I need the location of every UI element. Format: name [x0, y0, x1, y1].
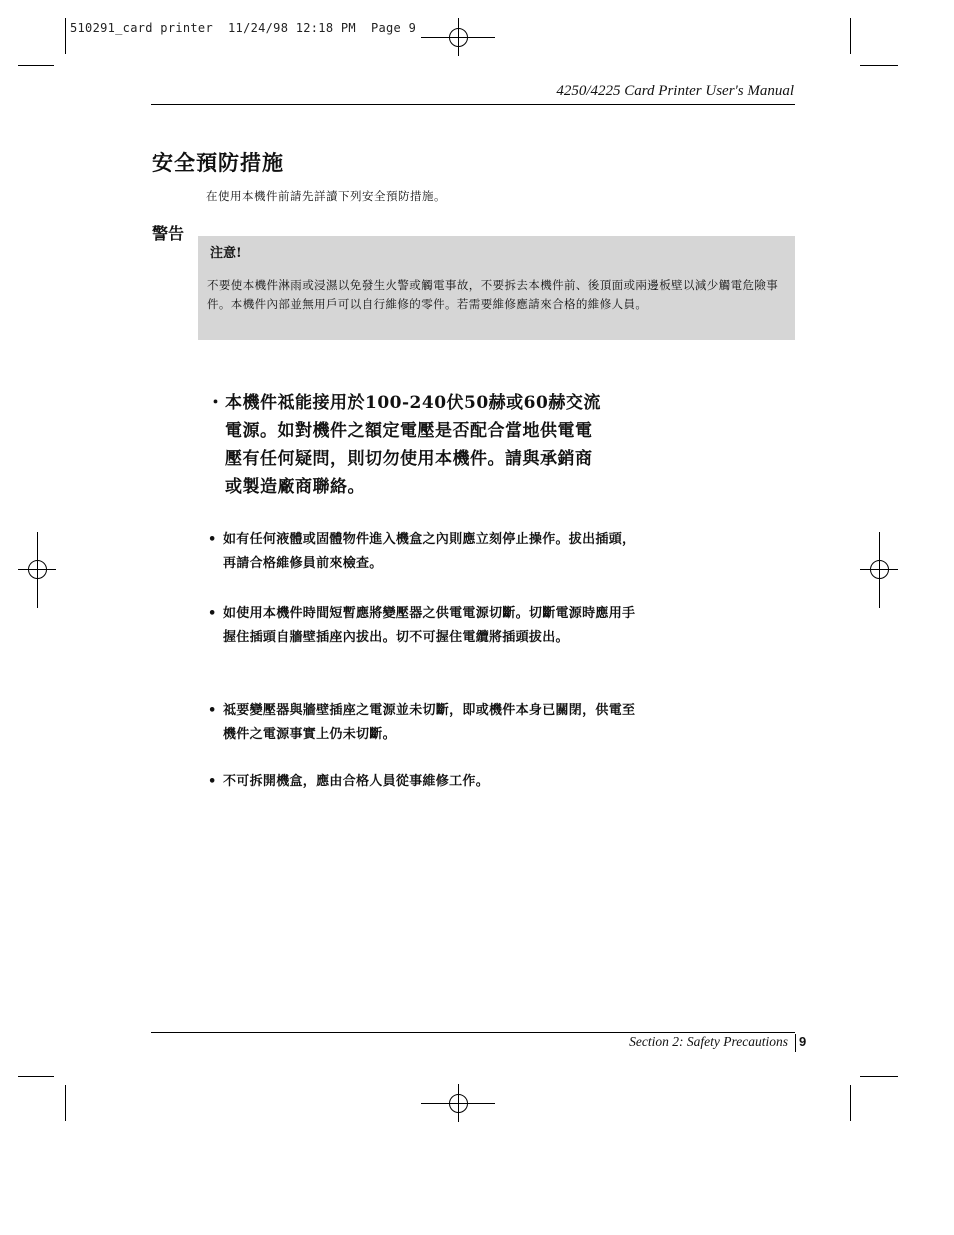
safety-bullet-liquid-ingress: [208, 528, 638, 576]
page-title: 安全預防措施: [152, 150, 284, 175]
safety-bullet-power-still-on: [208, 699, 638, 747]
caution-title: 注意!: [210, 246, 242, 261]
bullet-marker: •: [208, 606, 217, 621]
footer-rule: [151, 1032, 795, 1033]
bullet-marker: •: [208, 774, 217, 789]
crop-mark-top-left-h: [18, 65, 54, 66]
crop-mark-top-right-h: [860, 65, 898, 66]
print-slug-line: 510291_card printer 11/24/98 12:18 PM Page 9: [70, 21, 417, 35]
crop-mark-top-left-v: [65, 18, 66, 54]
running-header-title: 4250/4225 Card Printer User's Manual: [556, 83, 794, 99]
bullet-marker: •: [208, 703, 217, 718]
caution-box: [198, 236, 795, 340]
crop-mark-top-right-v: [850, 18, 851, 54]
bullet-text: 本機件祗能接用於100-240伏50赫或60赫交流電源。如對機件之額定電壓是否配合當地供電電壓有任何疑問，則切勿使用本機件。請與承銷商或製造廠商聯絡。: [225, 393, 601, 497]
caution-body: 不要使本機件淋雨或浸濕以免發生火警或觸電事故，不要拆去本機件前、後頂面或兩邊板壁以減少觸電危險事件。本機件內部並無用戶可以自行維修的零件。若需要維修應請來合格的維修人員。: [207, 278, 779, 311]
registration-mark-top-circle: [449, 28, 468, 47]
warning-label: 警告: [152, 224, 185, 243]
footer-separator: [795, 1034, 796, 1052]
intro-text: 在使用本機件前請先詳讀下列安全預防措施。: [206, 189, 446, 203]
crop-mark-bottom-left-v: [65, 1085, 66, 1121]
crop-mark-bottom-right-v: [850, 1085, 851, 1121]
safety-bullet-power-rating: [207, 389, 607, 501]
registration-mark-bottom-circle: [449, 1094, 468, 1113]
safety-bullet-do-not-open: [208, 770, 638, 794]
crop-mark-bottom-left-h: [18, 1076, 54, 1077]
bullet-marker: ・: [207, 393, 225, 413]
bullet-text: 如有任何液體或固體物件進入機盒之內則應立刻停止操作。拔出插頭，再請合格維修員前來檢查。: [223, 532, 636, 571]
safety-bullet-unplug: [208, 602, 638, 650]
bullet-marker: •: [208, 532, 217, 547]
crop-mark-bottom-right-h: [860, 1076, 898, 1077]
registration-mark-left-circle: [28, 560, 47, 579]
registration-mark-right-circle: [870, 560, 889, 579]
bullet-text: 祗要變壓器與牆壁插座之電源並未切斷，即或機件本身已關閉，供電至機件之電源事實上仍未切斷。: [223, 703, 636, 742]
bullet-text: 如使用本機件時間短暫應將變壓器之供電電源切斷。切斷電源時應用手握住插頭自牆壁插座內拔出。切不可握住電纜將插頭拔出。: [223, 606, 636, 645]
footer-section-title: Section 2: Safety Precautions: [629, 1034, 788, 1049]
header-rule: [151, 104, 795, 105]
page-number: 9: [799, 1034, 807, 1049]
bullet-text: 不可拆開機盒，應由合格人員從事維修工作。: [223, 774, 490, 789]
